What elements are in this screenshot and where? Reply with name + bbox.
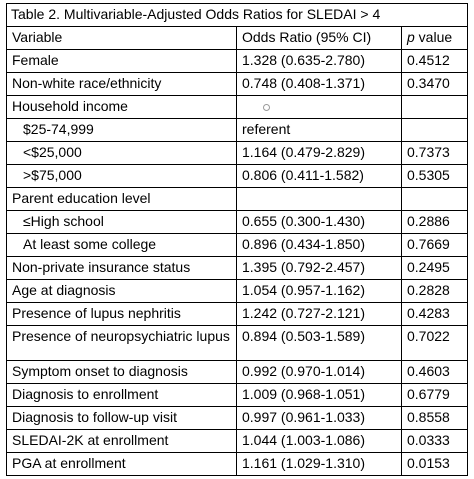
row-odds-ratio: 1.164 (0.479-2.829) <box>237 142 402 165</box>
odds-ratio-table <box>6 3 468 476</box>
row-odds-ratio: 0.997 (0.961-1.033) <box>237 407 402 430</box>
row-p-value: 0.6779 <box>402 384 468 407</box>
row-p-value: 0.3470 <box>402 73 468 96</box>
row-odds-ratio: 0.894 (0.503-1.589) <box>237 326 402 361</box>
table-row <box>7 453 468 476</box>
row-label: ≤High school <box>7 211 237 234</box>
row-p-value: 0.2495 <box>402 257 468 280</box>
row-odds-ratio: 1.328 (0.635-2.780) <box>237 50 402 73</box>
row-odds-ratio: 0.655 (0.300-1.430) <box>237 211 402 234</box>
row-odds-ratio <box>237 96 402 119</box>
row-label: >$75,000 <box>7 165 237 188</box>
table-row <box>7 50 468 73</box>
row-label: Parent education level <box>7 188 237 211</box>
header-variable: Variable <box>7 27 237 50</box>
table-row <box>7 407 468 430</box>
row-p-value <box>402 119 468 142</box>
header-p-italic: p <box>407 29 415 45</box>
row-label: Symptom onset to diagnosis <box>7 361 237 384</box>
row-label: Female <box>7 50 237 73</box>
row-odds-ratio: 0.992 (0.970-1.014) <box>237 361 402 384</box>
row-odds-ratio: 0.806 (0.411-1.582) <box>237 165 402 188</box>
row-p-value: 0.8558 <box>402 407 468 430</box>
table-row <box>7 211 468 234</box>
row-label: Diagnosis to follow-up visit <box>7 407 237 430</box>
table-row <box>7 119 468 142</box>
table-caption: Table 2. Multivariable-Adjusted Odds Ratios for SLEDAI > 4 <box>7 4 468 27</box>
row-odds-ratio: 0.748 (0.408-1.371) <box>237 73 402 96</box>
header-p-value <box>402 27 468 50</box>
table-row <box>7 165 468 188</box>
row-p-value <box>402 188 468 211</box>
row-p-value: 0.2828 <box>402 280 468 303</box>
row-odds-ratio <box>237 188 402 211</box>
row-label: PGA at enrollment <box>7 453 237 476</box>
table-row <box>7 234 468 257</box>
row-label: Presence of neuropsychiatric lupus <box>7 326 237 361</box>
row-p-value: 0.4283 <box>402 303 468 326</box>
row-label: $25-74,999 <box>7 119 237 142</box>
table-row <box>7 73 468 96</box>
row-p-value: 0.7669 <box>402 234 468 257</box>
row-label: Household income <box>7 96 237 119</box>
row-p-value: 0.4603 <box>402 361 468 384</box>
caption-row <box>7 4 468 27</box>
row-label: Diagnosis to enrollment <box>7 384 237 407</box>
table-row <box>7 326 468 361</box>
table-row <box>7 142 468 165</box>
table-row <box>7 384 468 407</box>
header-odds-ratio: Odds Ratio (95% CI) <box>237 27 402 50</box>
row-odds-ratio: 0.896 (0.434-1.850) <box>237 234 402 257</box>
row-p-value: 0.5305 <box>402 165 468 188</box>
table-row <box>7 96 468 119</box>
row-odds-ratio: referent <box>237 119 402 142</box>
row-odds-ratio: 1.242 (0.727-2.121) <box>237 303 402 326</box>
row-p-value: 0.7022 <box>402 326 468 361</box>
table-container <box>6 3 468 472</box>
row-odds-ratio: 1.395 (0.792-2.457) <box>237 257 402 280</box>
circle-marker-icon <box>263 104 270 111</box>
row-odds-ratio: 1.054 (0.957-1.162) <box>237 280 402 303</box>
row-odds-ratio: 1.044 (1.003-1.086) <box>237 430 402 453</box>
header-p-rest: value <box>414 29 453 45</box>
row-label: Non-private insurance status <box>7 257 237 280</box>
row-label: Non-white race/ethnicity <box>7 73 237 96</box>
row-label: <$25,000 <box>7 142 237 165</box>
row-label: Presence of lupus nephritis <box>7 303 237 326</box>
row-p-value: 0.0333 <box>402 430 468 453</box>
table-row <box>7 188 468 211</box>
row-odds-ratio: 1.161 (1.029-1.310) <box>237 453 402 476</box>
row-p-value: 0.0153 <box>402 453 468 476</box>
row-p-value: 0.4512 <box>402 50 468 73</box>
table-row <box>7 361 468 384</box>
table-row <box>7 303 468 326</box>
row-label: Age at diagnosis <box>7 280 237 303</box>
row-p-value <box>402 96 468 119</box>
row-p-value: 0.2886 <box>402 211 468 234</box>
table-row <box>7 430 468 453</box>
table-row <box>7 280 468 303</box>
table-row <box>7 257 468 280</box>
row-p-value: 0.7373 <box>402 142 468 165</box>
row-label: At least some college <box>7 234 237 257</box>
header-row <box>7 27 468 50</box>
row-odds-ratio: 1.009 (0.968-1.051) <box>237 384 402 407</box>
row-label: SLEDAI-2K at enrollment <box>7 430 237 453</box>
